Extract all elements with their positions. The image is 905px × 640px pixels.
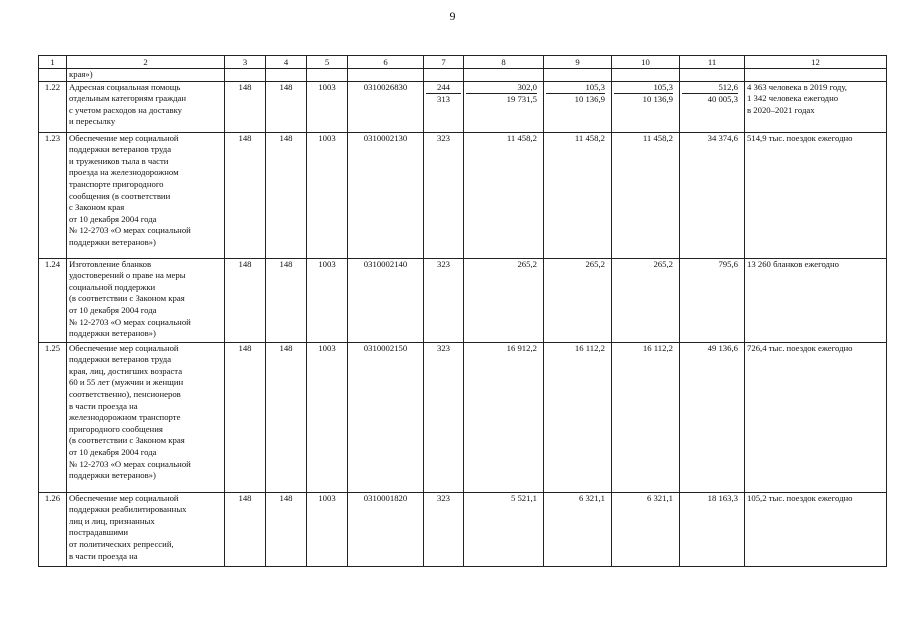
continuation-row <box>39 69 887 82</box>
cell-result: 726,4 тыс. поездок ежегодно <box>745 342 887 492</box>
cell-col5: 1003 <box>307 258 348 342</box>
cell-col5: 1003 <box>307 342 348 492</box>
cell-col10-value: 6 321,1 <box>646 492 673 503</box>
cell-col11 <box>680 342 745 492</box>
column-header-9: 9 <box>544 56 612 69</box>
cell-col8-value: 16 912,2 <box>506 342 537 353</box>
cell-col9 <box>544 132 612 258</box>
table-row <box>39 492 887 566</box>
cell-col3: 148 <box>225 132 266 258</box>
cell-col4: 148 <box>266 342 307 492</box>
cell-col5: 1003 <box>307 132 348 258</box>
cell-no <box>39 69 67 82</box>
table-row <box>39 342 887 492</box>
cell-col7 <box>424 132 464 258</box>
column-header-3: 3 <box>225 56 266 69</box>
cell-col8 <box>464 258 544 342</box>
cell-col11-value: 34 374,6 <box>707 132 738 143</box>
cell-col10 <box>612 132 680 258</box>
cell-col8-value: 5 521,1 <box>510 492 537 503</box>
cell-col11-value: 18 163,3 <box>707 492 738 503</box>
header-row <box>39 56 887 69</box>
cell-col8-value: 302,0 <box>466 82 537 95</box>
column-header-5: 5 <box>307 56 348 69</box>
table-row <box>39 81 887 132</box>
cell-name: Обеспечение мер социальной поддержки ветеранов труда и тружеников тыла в части проезда на железнодорожном транспорте пригородного сообщения (в соответствии с Законом края от 10 декабря 2004 года № 12-2703 «О мерах социальной поддержки ветеранов») <box>67 132 225 258</box>
cell-col6: 0310002130 <box>348 132 424 258</box>
cell-col6: 0310026830 <box>348 81 424 132</box>
cell-col11 <box>680 258 745 342</box>
cell-result: 13 260 бланков ежегодно <box>745 258 887 342</box>
table-row <box>39 258 887 342</box>
cell-col7 <box>424 492 464 566</box>
cell-col11-value: 512,6 <box>682 82 738 95</box>
column-header-12: 12 <box>745 56 887 69</box>
cell-col10-value: 16 112,2 <box>642 342 673 353</box>
cell-col7 <box>424 342 464 492</box>
cell-name: края») <box>67 69 225 82</box>
cell-col7 <box>424 258 464 342</box>
cell-col3: 148 <box>225 258 266 342</box>
cell-col7-value: 323 <box>436 258 451 269</box>
cell-col10 <box>612 342 680 492</box>
cell-col10 <box>612 81 680 132</box>
cell-col11-value: 49 136,6 <box>707 342 738 353</box>
cell-no: 1.22 <box>39 81 67 132</box>
cell-col11-value: 795,6 <box>718 258 738 269</box>
column-header-8: 8 <box>464 56 544 69</box>
cell-col4: 148 <box>266 132 307 258</box>
column-header-4: 4 <box>266 56 307 69</box>
cell-col5: 1003 <box>307 81 348 132</box>
cell-col4: 148 <box>266 258 307 342</box>
cell-name: Обеспечение мер социальной поддержки реабилитированных лиц и лиц, признанных пострадавшими от политических репрессий, в части проезда на <box>67 492 225 566</box>
cell-col10-value: 105,3 <box>614 82 673 95</box>
budget-table <box>38 55 887 567</box>
cell-col8-value: 19 731,5 <box>506 94 537 105</box>
cell-col10-value: 11 458,2 <box>642 132 673 143</box>
cell-col7-value: 323 <box>436 492 451 503</box>
cell-no: 1.26 <box>39 492 67 566</box>
cell-col3: 148 <box>225 81 266 132</box>
cell-col11 <box>680 81 745 132</box>
cell-col4: 148 <box>266 81 307 132</box>
cell-col9 <box>544 81 612 132</box>
cell-col8-value: 265,2 <box>517 258 537 269</box>
cell-col10 <box>612 492 680 566</box>
cell-col6: 0310002150 <box>348 342 424 492</box>
cell-col7-value: 244 <box>426 82 461 95</box>
cell-col3: 148 <box>225 492 266 566</box>
cell-col8 <box>464 342 544 492</box>
cell-no: 1.24 <box>39 258 67 342</box>
cell-result: 4 363 человека в 2019 году, 1 342 человека ежегодно в 2020–2021 годах <box>745 81 887 132</box>
cell-col8-value: 11 458,2 <box>506 132 537 143</box>
cell-col7-value: 313 <box>436 94 451 105</box>
cell-name: Обеспечение мер социальной поддержки ветеранов труда края, лиц, достигших возраста 60 и 55 лет (мужчин и женщин соответственно), пенсионеров в части проезда на железнодорожном транспорте пригородного сообщения (в соответствии с Законом края от 10 декабря 2004 года № 12-2703 «О мерах социальной поддержки ветеранов») <box>67 342 225 492</box>
cell-name: Адресная социальная помощь отдельным категориям граждан с учетом расходов на доставку и пересылку <box>67 81 225 132</box>
cell-col7 <box>424 81 464 132</box>
cell-col9 <box>544 258 612 342</box>
column-header-1: 1 <box>39 56 67 69</box>
column-header-10: 10 <box>612 56 680 69</box>
cell-col9 <box>544 342 612 492</box>
page-number: 9 <box>449 9 456 23</box>
cell-col9-value: 6 321,1 <box>578 492 605 503</box>
column-header-7: 7 <box>424 56 464 69</box>
cell-col9 <box>544 492 612 566</box>
column-header-6: 6 <box>348 56 424 69</box>
cell-col6: 0310002140 <box>348 258 424 342</box>
cell-col9-value: 105,3 <box>546 82 605 95</box>
cell-col10-value: 10 136,9 <box>642 94 673 105</box>
cell-col5: 1003 <box>307 492 348 566</box>
cell-col7-value: 323 <box>436 132 451 143</box>
cell-col6: 0310001820 <box>348 492 424 566</box>
table-row <box>39 132 887 258</box>
cell-col8 <box>464 132 544 258</box>
cell-col7-value: 323 <box>436 342 451 353</box>
cell-no: 1.23 <box>39 132 67 258</box>
cell-col10 <box>612 258 680 342</box>
cell-no: 1.25 <box>39 342 67 492</box>
column-header-11: 11 <box>680 56 745 69</box>
cell-col8 <box>464 492 544 566</box>
cell-col11-value: 40 005,3 <box>707 94 738 105</box>
cell-col4: 148 <box>266 492 307 566</box>
column-header-2: 2 <box>67 56 225 69</box>
cell-col9-value: 11 458,2 <box>574 132 605 143</box>
cell-col11 <box>680 492 745 566</box>
cell-col11 <box>680 132 745 258</box>
cell-col3: 148 <box>225 342 266 492</box>
cell-col9-value: 265,2 <box>585 258 605 269</box>
cell-name: Изготовление бланков удостоверений о праве на меры социальной поддержки (в соответствии с Законом края от 10 декабря 2004 года № 12-2703 «О мерах социальной поддержки ветеранов») <box>67 258 225 342</box>
cell-col9-value: 16 112,2 <box>574 342 605 353</box>
cell-result: 514,9 тыс. поездок ежегодно <box>745 132 887 258</box>
cell-col9-value: 10 136,9 <box>574 94 605 105</box>
cell-result: 105,2 тыс. поездок ежегодно <box>745 492 887 566</box>
cell-col10-value: 265,2 <box>653 258 673 269</box>
cell-col8 <box>464 81 544 132</box>
